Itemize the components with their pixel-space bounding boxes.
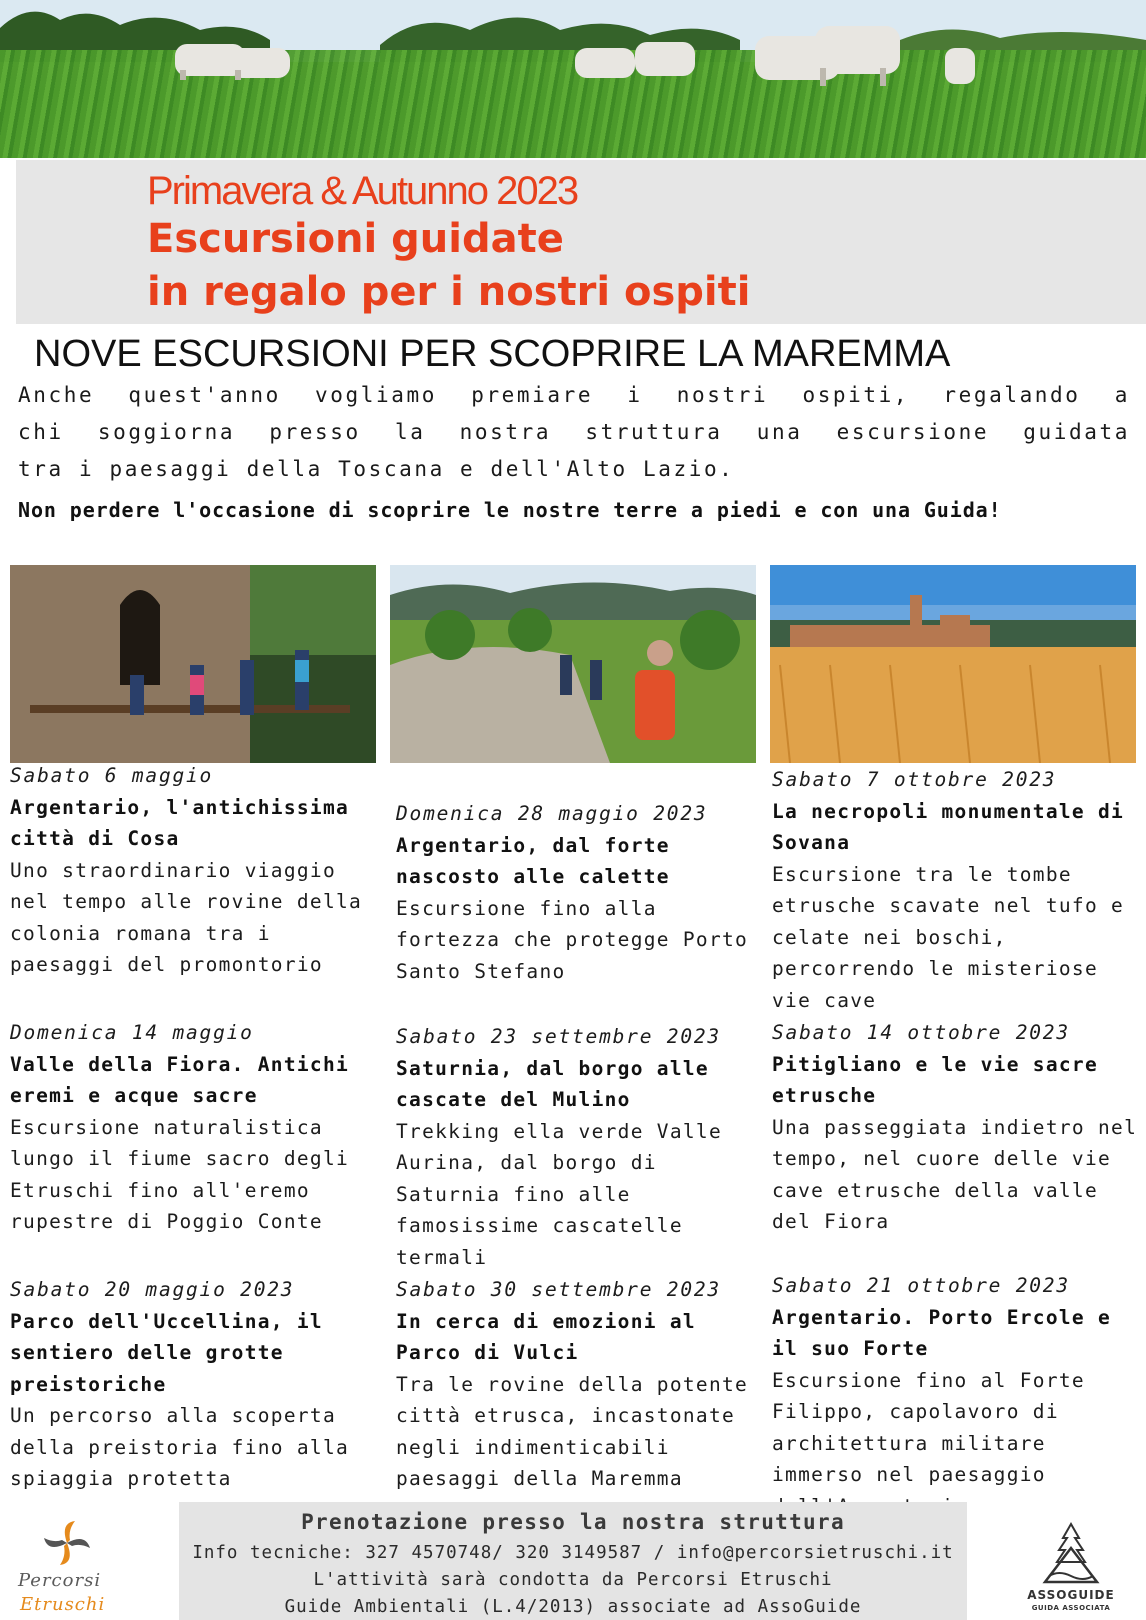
excursion-description: Escursione tra le tombe etrusche scavate nel tufo e celate nei boschi, percorrendo le misteriose vie cave [772, 862, 1125, 1012]
intro-paragraph [18, 377, 1130, 488]
excursion-item [10, 1017, 380, 1238]
excursion-item [396, 1021, 756, 1273]
photo-hikers-trail [390, 565, 756, 763]
excursion-description: Uno straordinario viaggio nel tempo alle rovine della colonia romana tra i paesaggi del promontorio [10, 858, 363, 976]
booking-title: Prenotazione presso la nostra struttura [301, 1510, 845, 1534]
excursion-name: Argentario, dal forte nascosto alle calette [396, 833, 670, 888]
main-subtitle: in regalo per i nostri ospiti [147, 269, 751, 315]
excursion-date: Sabato 6 maggio [10, 764, 214, 787]
excursion-name: Parco dell'Uccellina, il sentiero delle grotte preistoriche [10, 1309, 323, 1396]
excursion-name: Saturnia, dal borgo alle cascate del Mulino [396, 1056, 709, 1111]
excursion-description: Escursione fino al Forte Filippo, capolavoro di architettura militare immerso nel paesaggio [772, 1368, 1085, 1486]
excursion-date: Sabato 20 maggio 2023 [10, 1278, 295, 1301]
excursion-date: Domenica 14 maggio [10, 1021, 254, 1044]
cattle-graphic [0, 0, 1146, 158]
hero-photo-cattle-field [0, 0, 1146, 158]
excursion-item [10, 1274, 380, 1495]
excursion-name: La necropoli monumentale di Sovana [772, 799, 1125, 854]
percorsi-etruschi-logo [14, 1518, 124, 1618]
excursion-description: Escursione fino alla fortezza che protegge Porto Santo Stefano [396, 896, 749, 983]
photo-cave-hikers [10, 565, 376, 763]
call-to-action: Non perdere l'occasione di scoprire le nostre terre a piedi e con una Guida! [18, 498, 1002, 522]
intro-line: tra i paesaggi della Toscana e dell'Alto Lazio. [18, 457, 735, 481]
season-title: Primavera & Autunno 2023 [147, 169, 578, 213]
excursion-date: Sabato 23 settembre 2023 [396, 1025, 721, 1048]
intro-line: Anche quest'anno vogliamo premiare i nostri ospiti, regalando a [18, 383, 1130, 407]
excursion-name: Argentario. Porto Ercole e il suo Forte [772, 1305, 1112, 1360]
excursion-name: Argentario, l'antichissima città di Cosa [10, 795, 350, 850]
excursion-name: In cerca di emozioni al Parco di Vulci [396, 1309, 696, 1364]
intro-line: chi soggiorna presso la nostra struttura una escursione guidata [18, 420, 1130, 444]
photo-village-wheat [770, 565, 1136, 763]
association-line: Guide Ambientali (L.4/2013) associate ad AssoGuide [284, 1597, 862, 1617]
excursion-name: Valle della Fiora. Antichi eremi e acque sacre [10, 1052, 350, 1107]
excursion-date: Sabato 7 ottobre 2023 [772, 768, 1057, 791]
logo-text: ASSOGUIDE [1027, 1588, 1115, 1602]
excursion-item [772, 764, 1142, 1016]
excursion-description: Una passeggiata indietro nel tempo, nel cuore delle vie cave etrusche della valle del Fiora [772, 1115, 1138, 1233]
mountain-logo-icon [1041, 1520, 1101, 1586]
excursion-item [396, 798, 756, 987]
excursion-date: Domenica 28 maggio 2023 [396, 802, 708, 825]
excursion-date: Sabato 14 ottobre 2023 [772, 1021, 1070, 1044]
excursion-item [10, 760, 380, 981]
excursion-item [772, 1270, 1142, 1522]
excursion-date: Sabato 21 ottobre 2023 [772, 1274, 1070, 1297]
contact-info: Info tecniche: 327 4570748/ 320 3149587 / info@percorsietruschi.it [192, 1543, 954, 1563]
excursion-item [396, 1274, 756, 1495]
logo-text: Etruschi [20, 1594, 106, 1615]
assoguide-logo [1015, 1520, 1127, 1620]
excursion-date: Sabato 30 settembre 2023 [396, 1278, 721, 1301]
excursion-description: Un percorso alla scoperta della preistoria fino alla spiaggia protetta [10, 1404, 350, 1490]
excursion-description: Escursione naturalistica lungo il fiume sacro degli Etruschi fino all'eremo rupestre di Poggio Conte [10, 1115, 350, 1233]
excursion-item [772, 1017, 1142, 1238]
main-title: Escursioni guidate [147, 216, 564, 262]
organizer-line: L'attività sarà condotta da Percorsi Etruschi [313, 1570, 833, 1590]
logo-subtext: GUIDA ASSOCIATA [1031, 1604, 1111, 1612]
swirl-logo-icon [40, 1518, 94, 1568]
headline: NOVE ESCURSIONI PER SCOPRIRE LA MAREMMA [34, 333, 951, 375]
excursion-description: Tra le rovine della potente città etrusca, incastonate negli indimenticabili paesaggi della Maremma [396, 1372, 749, 1490]
excursion-description: Trekking ella verde Valle Aurina, dal borgo di Saturnia fino alle famosissime cascatelle termali [396, 1119, 722, 1269]
logo-text: Percorsi [18, 1570, 102, 1591]
excursion-name: Pitigliano e le vie sacre etrusche [772, 1052, 1098, 1107]
